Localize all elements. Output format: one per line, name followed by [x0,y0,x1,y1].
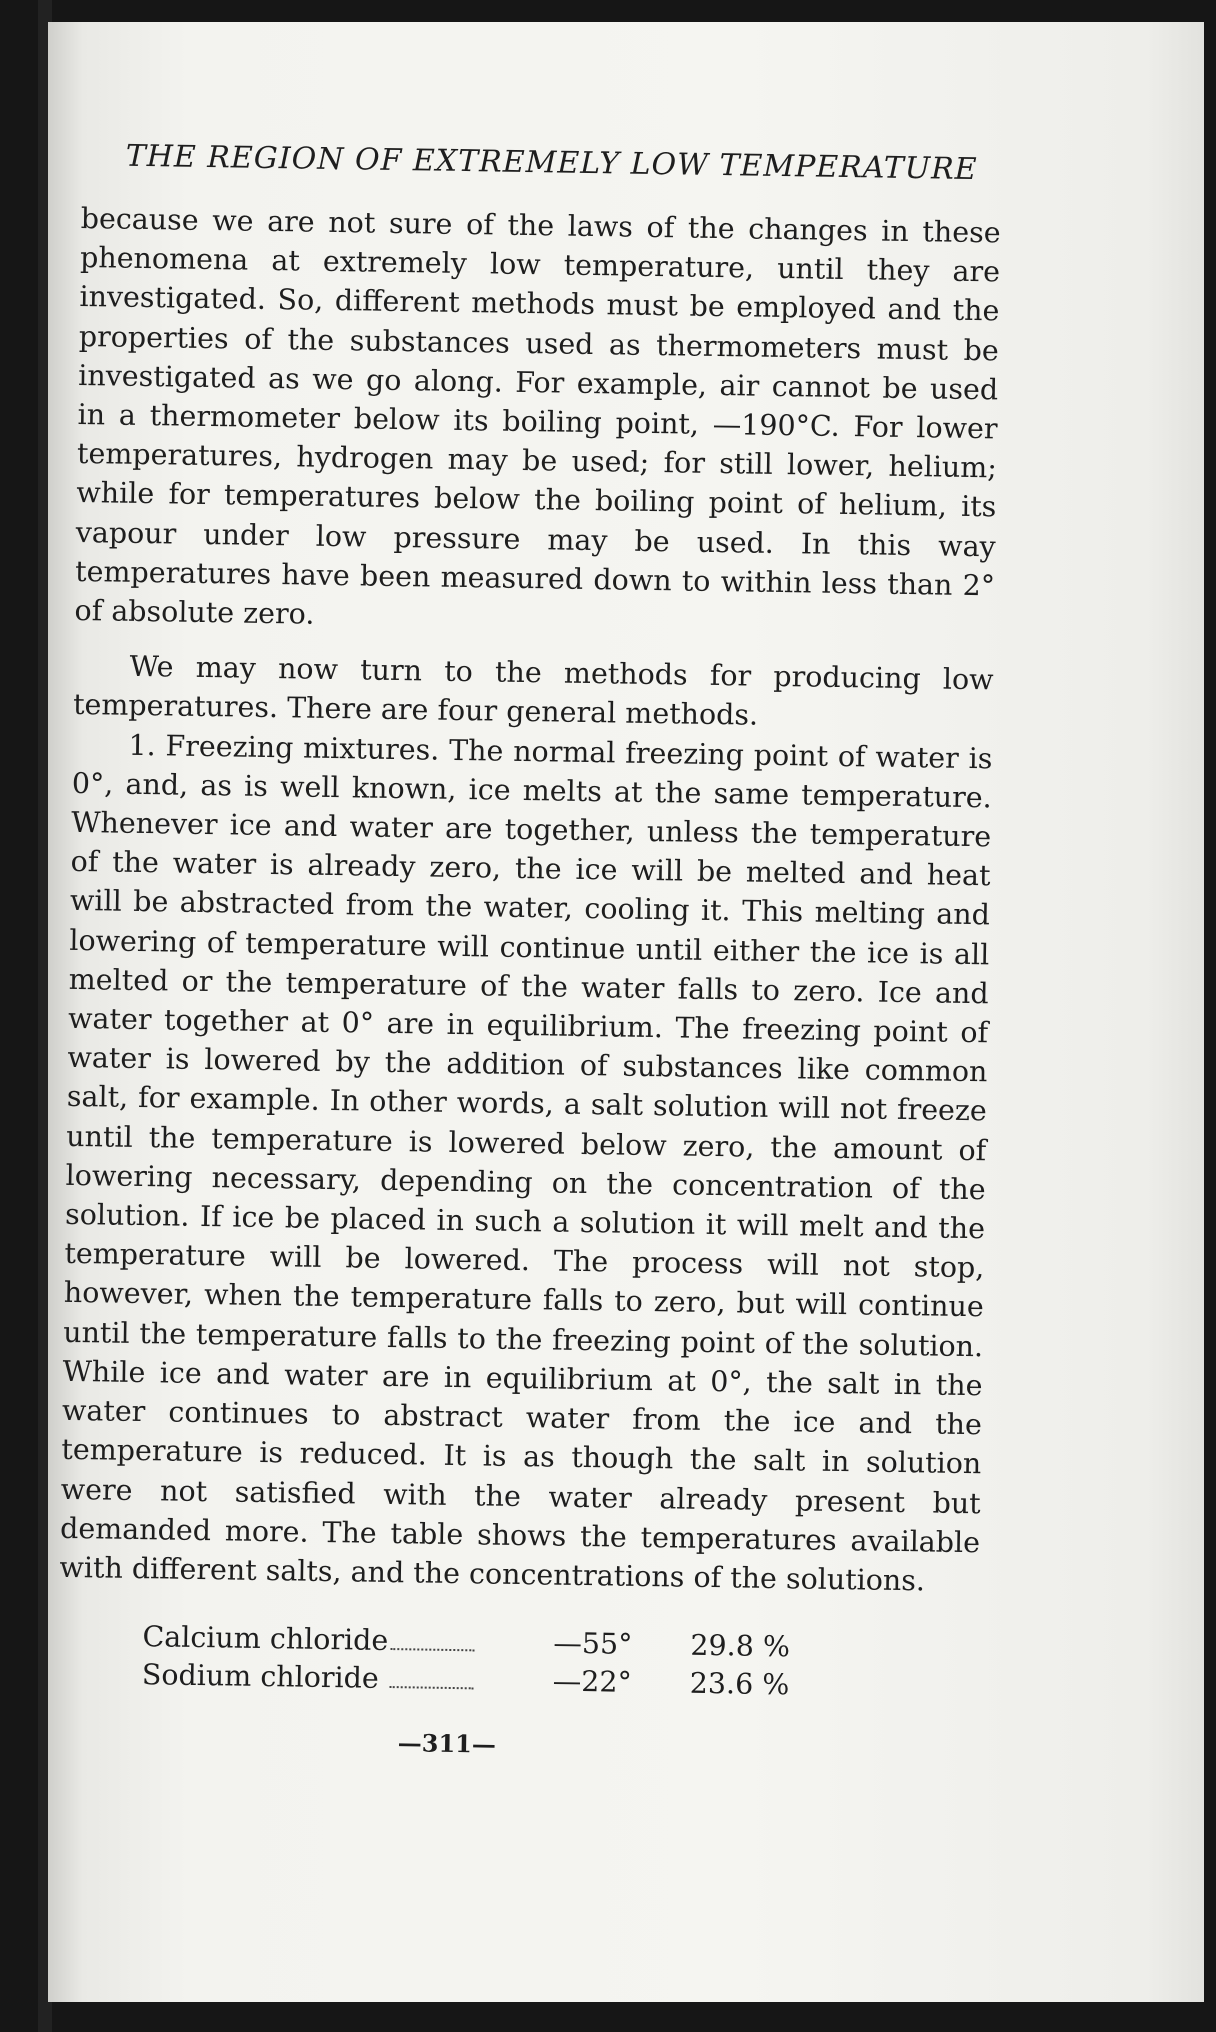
running-head: THE REGION OF EXTREMELY LOW TEMPERATURE [125,138,978,188]
salt-temperature: —22° [552,1664,633,1699]
page-content [57,138,1002,1766]
page-number: —311— [397,1728,497,1759]
salt-concentration: 23.6 % [689,1666,790,1702]
salt-concentration: 29.8 % [690,1628,791,1664]
paragraph-methods-intro: We may now turn to the methods for producing low temperatures. There are four general methods. [72,650,994,733]
paragraph-continuation: because we are not sure of the laws of the changes in these phenomena at extremely low temperature, until they are investigated. So, different methods must be employed and the properties of the substances used as thermometers must be investigated as we go along. For example, air cannot be used in a thermometer below its boiling point, —190°C. For lower temperatures, hydrogen may be used; for still lower, helium; while for temperatures below the boiling point of helium, its vapour under low pressure may be used. In this way temperatures have been measured down to within less than 2° of absolute zero. [74,201,1001,631]
salt-temperature: —55° [553,1626,633,1661]
salts-table [142,1618,979,1707]
dot-leader [390,1648,474,1651]
salt-name: Sodium chloride [141,1658,380,1695]
salt-name: Calcium chloride [142,1620,389,1658]
dot-leader [390,1686,474,1689]
paragraph-freezing-mixtures: 1. Freezing mixtures. The normal freezing point of water is 0°, and, as is well known, ice melts at the same temperature. Whenever ice and water are together, unless the temperature of the water is already zero, the ice will be melted and heat will be abstracted from the water, cooling it. This melting and lowering of temperature will continue until either the ice is all melted or the temperature of the water falls to zero. Ice and water together at 0° are in equilibrium. The freezing point of water is lowered by the addition of substances like common salt, for example. In other words, a salt solution will not freeze until the temperature is lowered below zero, the amount of lowering necessary, depending on the concentration of the solution. If ice be placed in such a solution it will melt and the temperature will be lowered. The process will not stop, however, when the temperature falls to zero, but will continue until the temperature falls to the freezing point of the solution. While ice and water are in equilibrium at 0°, the salt in the water continues to abstract water from the ice and the temperature is reduced. It is as though the salt in solution were not satisfied with the water already present but demanded more. The table shows the temperatures available with different salts, and the concentrations of the solutions. [59,728,993,1598]
